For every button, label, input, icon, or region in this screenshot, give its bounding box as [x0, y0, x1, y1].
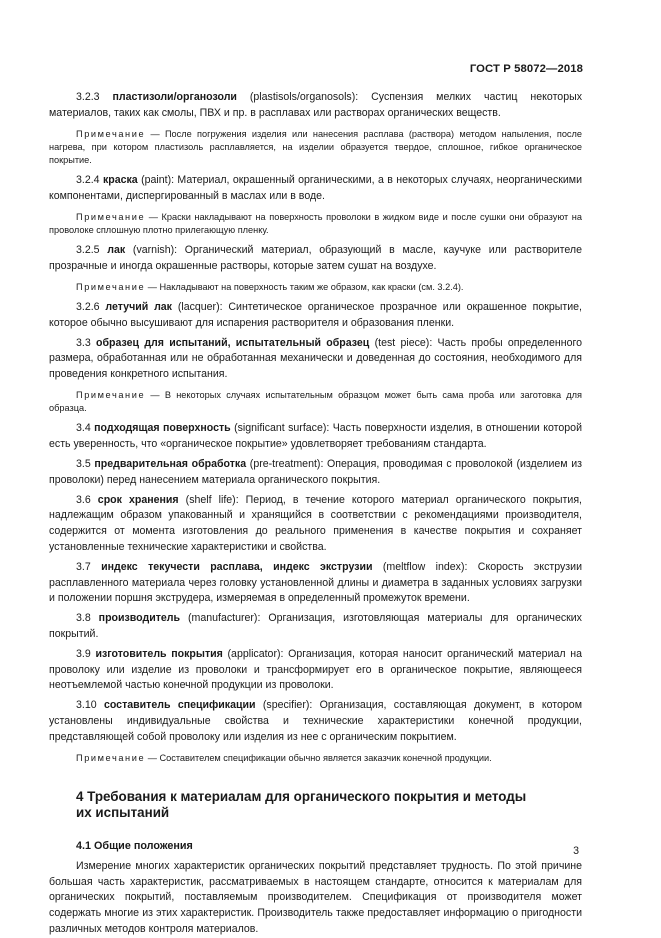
note-label: Примечание	[76, 211, 146, 222]
page-content	[49, 90, 582, 938]
definition-term: пластизоли/органозоли	[112, 91, 237, 103]
definition-number: 3.8	[76, 612, 91, 625]
definition-term: индекс текучести расплава, индекс экструзии	[101, 560, 373, 573]
note-text: — Накладывают на поверхность таким же образом, как краски (см. 3.2.4).	[145, 281, 464, 292]
note-entry	[49, 128, 582, 168]
page-number: 3	[573, 845, 579, 857]
subsection-heading: 4.1 Общие положения	[76, 839, 193, 852]
definition-number: 3.2.3	[76, 91, 100, 103]
definition-term: лак	[107, 244, 126, 257]
definition-entry	[49, 493, 582, 556]
definition-text: (significant surface): Часть поверхности изделия, в отношении которой есть уверенность, что «органическое покрытие» удовлетворяет требованиям стандарта.	[49, 422, 582, 451]
note-entry	[49, 389, 582, 415]
definition-text: (specifier): Организация, составляющая документ, в котором установлены индивидуальные свойства и технические характеристики конечной продукции, представляющей собой проволоку или изделия из нее с органическим покрытием.	[49, 699, 582, 743]
definition-number: 3.7	[76, 560, 91, 573]
section-heading: 4 Требования к материалам для органического покрытия и методы их испытаний	[76, 788, 527, 820]
definition-entry	[49, 336, 582, 383]
definition-entry	[49, 698, 582, 745]
definition-entry	[49, 300, 582, 332]
definition-number: 3.4	[76, 422, 91, 435]
definition-entry	[49, 647, 582, 694]
definition-number: 3.2.6	[76, 301, 100, 313]
definition-number: 3.6	[76, 493, 91, 506]
note-text: — В некоторых случаях испытательным образцом может быть сама проба или заготовка для образца.	[49, 389, 582, 414]
definition-entry	[49, 90, 582, 122]
note-entry	[49, 281, 582, 294]
definition-entry	[49, 560, 582, 607]
definition-text: (applicator): Организация, которая наносит органический материал на проволоку или изделие из проволоки и трансформирует его в органическое покрытие, являющееся неотъемлемой частью конечной продукции из проволоки.	[49, 647, 582, 692]
note-label: Примечание	[76, 752, 146, 763]
definition-term: составитель спецификации	[103, 699, 256, 712]
definitions-list	[49, 90, 582, 765]
definition-number: 3.2.5	[76, 244, 100, 257]
definition-text: (meltflow index): Скорость экструзии расплавленного материала через головку установленной длины и диаметра в заданных условиях загрузки и положении поршня экструдера, измеряемая в определенный промежуток времени.	[49, 560, 582, 605]
definition-number: 3.5	[76, 457, 91, 470]
definition-term: образец для испытаний, испытательный образец	[96, 336, 370, 349]
definition-entry	[49, 173, 582, 205]
definition-entry	[49, 421, 582, 453]
definition-text: (manufacturer): Организация, изготовляющая материалы для органических покрытий.	[49, 612, 582, 640]
definition-term: срок хранения	[97, 493, 179, 506]
definition-number: 3.3	[76, 336, 91, 349]
definition-text: (pre-treatment): Операция, проводимая с проволокой (изделием из проволоки) перед нанесением материала органического покрытия.	[49, 457, 582, 486]
definition-number: 3.9	[76, 647, 91, 660]
definition-text: (shelf life): Период, в течение которого материал органического покрытия, надлежащим образом упакованный и хранящийся в соответствии с рекомендациями производителя, содержится от момента изготовления до реального применения в качестве покрытия и сохраняет установленные технические характеристики и свойства.	[49, 493, 582, 553]
note-entry	[49, 752, 582, 765]
note-text: — Составителем спецификации обычно является заказчик конечной продукции.	[145, 752, 492, 763]
note-label: Примечание	[76, 389, 146, 400]
definition-term: изготовитель покрытия	[95, 647, 223, 660]
definition-number: 3.10	[76, 699, 97, 712]
section-paragraph: Измерение многих характеристик органических покрытий представляет трудность. По этой причине большая часть характеристик, рассматриваемых в настоящем стандарте, относится к материалам для органических покрытий, поставляемым производителем. Спецификация от производителя может содержать многие из этих характеристик. Производитель также предоставляет информацию о пригодности различных методов контроля материалов.	[49, 859, 582, 935]
note-label: Примечание	[76, 281, 146, 292]
definition-term: предварительная обработка	[94, 457, 247, 470]
definition-term: краска	[102, 174, 138, 187]
definition-text: (lacquer): Синтетическое органическое прозрачное или окрашенное покрытие, которое обычно высушивают для испарения растворителя и образования пленки.	[49, 301, 582, 329]
definition-term: подходящая поверхность	[94, 422, 231, 435]
definition-entry	[49, 243, 582, 275]
definition-number: 3.2.4	[76, 174, 100, 187]
definition-text: (paint): Материал, окрашенный органическими, а в некоторых случаях, неорганическими компонентами, диспергированный в маслах или в воде.	[49, 174, 582, 202]
definition-text: (varnish): Органический материал, образующий в масле, каучуке или растворителе прозрачные и иногда окрашенные растворы, которые затем сушат на воздухе.	[49, 244, 582, 272]
definition-text: (test piece): Часть пробы определенного размера, обработанная или не обработанная механически и доведенная до состояния, необходимого для проведения конкретного испытания.	[49, 336, 582, 381]
definition-text: (plastisols/organosols): Суспензия мелких частиц некоторых материалов, таких как смолы, ПВХ и пр. в расплавах или растворах органических веществ.	[49, 91, 582, 119]
note-text: — Краски накладывают на поверхность проволоки в жидком виде и после сушки они образуют на проволоке сплошную плотно прилегающую пленку.	[49, 211, 582, 235]
note-entry	[49, 211, 582, 237]
note-text: — После погружения изделия или нанесения расплава (раствора) методом напыления, после нагрева, при котором пластизоль расплавляется, на изделии образуется твердое, сплошное, гибкое органическое покрытие.	[49, 128, 582, 165]
definition-entry	[49, 457, 582, 489]
document-header: ГОСТ Р 58072—2018	[469, 63, 583, 75]
definition-term: производитель	[98, 612, 181, 625]
definition-term: летучий лак	[105, 301, 172, 313]
definition-entry	[49, 611, 582, 643]
note-label: Примечание	[76, 128, 146, 139]
